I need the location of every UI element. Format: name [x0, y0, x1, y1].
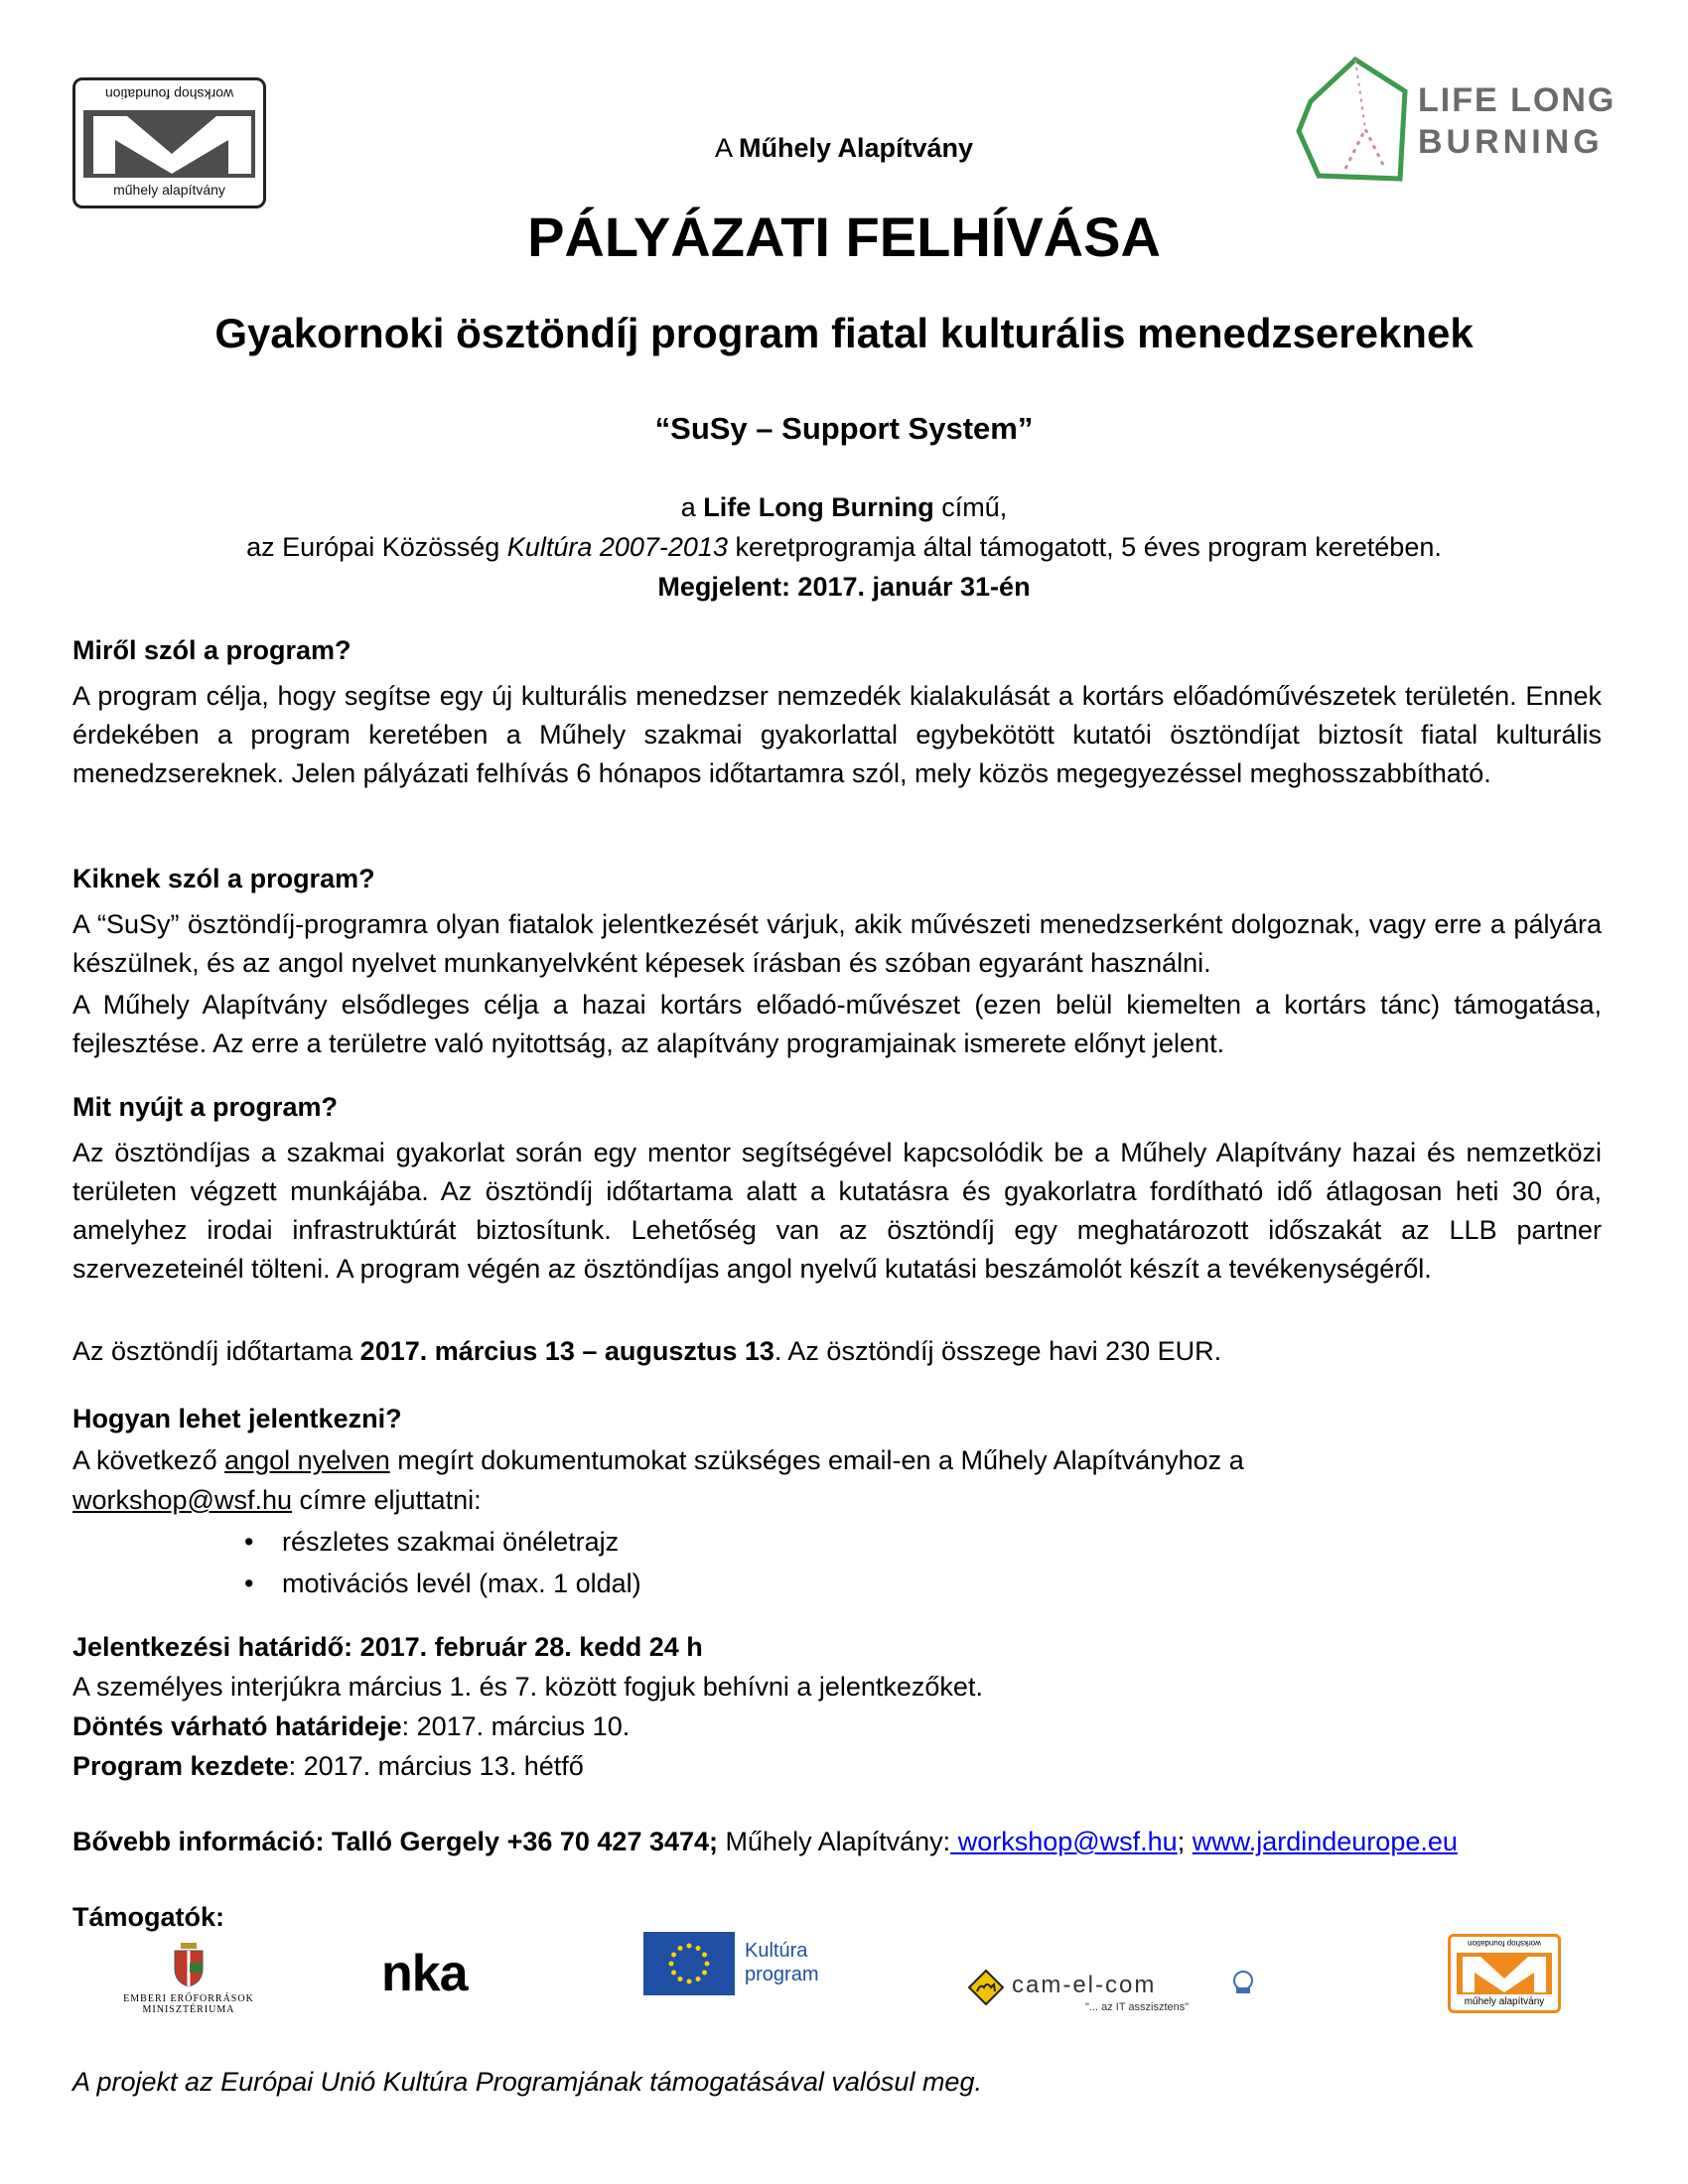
eu-kultura-logo: [643, 1932, 832, 2001]
muhely-logo-bottom-text: műhely alapítvány: [113, 182, 225, 198]
contact-email-link[interactable]: workshop@wsf.hu: [950, 1827, 1178, 1856]
page-subtitle: Gyakornoki ösztöndíj program fiatal kulturális menedzsereknek: [214, 310, 1474, 356]
lifelong-house-icon: [1291, 52, 1440, 191]
apply-email-link[interactable]: workshop@wsf.hu: [72, 1485, 292, 1515]
lifelong-line2: BURNING: [1418, 123, 1604, 161]
eu-flag-icon: [643, 1932, 735, 1995]
apply-line-2: [72, 1485, 482, 1516]
contact-label: Bővebb információ: Talló Gergely +36 70 427 3474;: [72, 1827, 719, 1856]
footer-note: A projekt az Európai Unió Kultúra Programjának támogatásával valósul meg.: [72, 2067, 982, 2097]
deadline-application: Jelentkezési határidő: 2017. február 28. kedd 24 h: [72, 1632, 703, 1662]
contact-sep: ;: [1177, 1827, 1186, 1856]
emmi-line2: MINISZTÉRIUMA: [142, 2004, 235, 2015]
cert-badge-icon: [1232, 1970, 1254, 1995]
ctx2-italic: Kultúra 2007-2013: [506, 532, 728, 562]
hungarian-coat-of-arms-icon: [169, 1941, 209, 1988]
m-letter-icon: [1457, 1953, 1552, 1994]
contact-line: [72, 1827, 1458, 1857]
duration-amount: . Az ösztöndíj összege havi 230 EUR.: [774, 1336, 1222, 1366]
camel-com-logo: [968, 1966, 1266, 2025]
deadline-decision: [72, 1711, 630, 1742]
start-label: Program kezdete: [72, 1751, 289, 1781]
section-body-offer: Az ösztöndíjas a szakmai gyakorlat során egy mentor segítségével kapcsolódik be a Műhely Alapítvány hazai és nemzetközi területen végzett munkájába. Az ösztöndíj időtartama alatt a kutatásra és gyakorlatra fordítható idő átlagosan heti 30 óra, amelyhez irodai infrastruktúrát biztosítunk. Lehetőség van az ösztöndíj egy meghatározott időszakát az LLB partner szervezeteinél tölteni. A program végén az ösztöndíjas angol nyelvű kutatási beszámolót készít a tevékenységéről.: [72, 1138, 1602, 1284]
list-item: • részletes szakmai önéletrajz: [282, 1527, 619, 1558]
duration-a: Az ösztöndíj időtartama: [72, 1336, 353, 1366]
section-heading-about: Miről szól a program?: [72, 635, 352, 665]
org-name: Műhely Alapítvány: [738, 133, 974, 163]
sponsors-label: Támogatók:: [72, 1902, 225, 1932]
section-body-audience-2: A Műhely Alapítvány elsődleges célja a hazai kortárs előadó-művészet (ezen belül kiemelten a kortárs tánc) támogatása, fejlesztése. Az erre a területre való nyitottság, az alapítvány programjainak ismerete előnyt jelent.: [72, 990, 1602, 1058]
org-prefix: A: [714, 133, 732, 163]
ctx2-a: az Európai Közösség: [246, 532, 500, 562]
muhely-sponsor-logo: [1448, 1934, 1561, 2013]
kultura-line2: program: [745, 1964, 819, 1985]
muhely-logo-top-text: workshop foundation: [104, 86, 234, 102]
context-line-1: [0, 492, 1688, 523]
decision-label: Döntés várható határideje: [72, 1711, 402, 1741]
muhely-sponsor-m: [1457, 1953, 1552, 1994]
section-heading-offer: Mit nyújt a program?: [72, 1092, 339, 1122]
nka-logo: nka: [381, 1945, 468, 2002]
duration-dates: 2017. március 13 – augusztus 13: [359, 1336, 774, 1366]
ctx2-rest: keretprogramja által támogatott, 5 éves program keretében.: [735, 532, 1442, 562]
offer-duration-line: [72, 1336, 1221, 1367]
apply-rest: címre eljuttatni:: [299, 1485, 482, 1515]
org-line: [0, 133, 1688, 164]
ctx1-name: Life Long Burning: [703, 492, 934, 522]
section-body-audience-1: A “SuSy” ösztöndíj-programra olyan fiatalok jelentkezését várjuk, akik művészeti menedzserként dolgoznak, vagy erre a pályára készülnek, és az angol nyelvet munkanyelvként képesek írásban és szóban egyaránt használni.: [72, 909, 1602, 978]
muhely-sponsor-bottom: műhely alapítvány: [1464, 1996, 1545, 2007]
section-body-about: A program célja, hogy segítse egy új kulturális menedzser nemzedék kialakulását a kortárs előadóművészetek területén. Ennek érdekében a program keretében a Műhely szakmai gyakorlattal egybekötött kutatói ösztöndíjat biztosít fiatal kulturális menedzsereknek. Jelen pályázati felhívás 6 hónapos időtartamra szól, mely közös megegyezéssel meghosszabbítható.: [72, 681, 1602, 788]
published-date: Megjelent: 2017. január 31-én: [657, 572, 1031, 602]
start-value: : 2017. március 13. hétfő: [288, 1751, 584, 1781]
camel-com-name: cam-el-com: [1012, 1972, 1157, 1998]
ctx1-rest: című,: [941, 492, 1008, 522]
program-start: [72, 1751, 584, 1782]
section-heading-apply: Hogyan lehet jelentkezni?: [72, 1404, 402, 1433]
context-line-2: [0, 532, 1688, 563]
lifelong-burning-logo: [1291, 52, 1628, 191]
apply-english: angol nyelven: [224, 1445, 390, 1475]
section-heading-audience: Kiknek szól a program?: [72, 864, 375, 893]
contact-org: Műhely Alapítvány:: [725, 1827, 951, 1856]
emmi-line1: EMBERI ERŐFORRÁSOK: [123, 1993, 254, 2004]
decision-value: : 2017. március 10.: [401, 1711, 631, 1741]
program-name: “SuSy – Support System”: [654, 411, 1034, 446]
contact-website-link[interactable]: www.jardindeurope.eu: [1192, 1827, 1458, 1856]
apply-b: megírt dokumentumokat szükséges email-en a Műhely Alapítványhoz a: [397, 1445, 1244, 1475]
emmi-logo: [119, 1941, 258, 2020]
camel-sign-icon: [968, 1970, 1004, 2005]
kultura-line1: Kultúra: [745, 1940, 808, 1962]
camel-com-tagline: "... az IT asszisztens": [1085, 2001, 1190, 2013]
page-title: PÁLYÁZATI FELHÍVÁSA: [527, 205, 1161, 268]
deadline-interviews: A személyes interjúkra március 1. és 7. között fogjuk behívni a jelentkezőket.: [72, 1672, 983, 1702]
lifelong-line1: LIFE LONG: [1418, 81, 1617, 119]
apply-a: A következő: [72, 1445, 217, 1475]
apply-line-1: [72, 1445, 1244, 1476]
muhely-sponsor-top: workshop foundation: [1468, 1939, 1541, 1948]
ctx1-a: a: [680, 492, 696, 522]
list-item: • motivációs levél (max. 1 oldal): [282, 1569, 641, 1599]
